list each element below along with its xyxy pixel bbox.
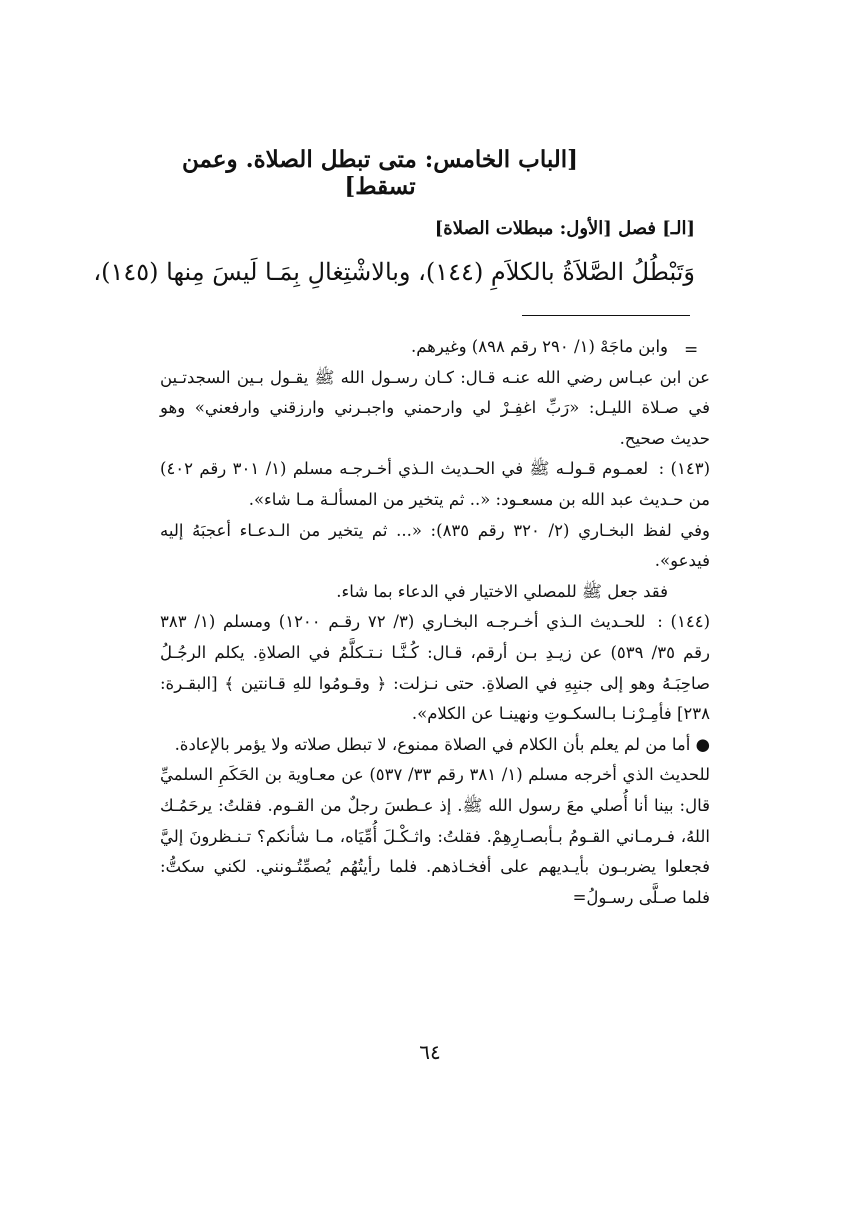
footnote-text: للحديث الذي أخرجه مسلم (١/ ٣٨١ رقم ٣٣/ ٥٣٧) عن معـاوية بن الحَكَمِ السلميِّ قال: بينا أنا أُصلي معَ رسول الله ﷺ. إذ عـطسَ رجلٌ من القـوم. فقلتُ: يرحَمُـك اللهُ، فـرمـاني القـومُ بـأبصـارِهِمْ. فقلتُ: واثـكْـلَ أُمِّيَاه، مـا شأنكم؟ تـنـظرونَ إليَّ فجعلوا يضربـون بأيـديهم على أفخـاذهم. فلما رأيتُهُم يُصمِّتُـونني. لكني سكتُّ: فلما صـلَّى رسـولُ=: [160, 765, 710, 907]
main-text: وَتَبْطُلُ الصَّلاَةُ بالكلاَمِ (١٤٤)، وبالاشْتِغالِ بِمَـا لَيسَ مِنها (١٤٥)،: [93, 258, 695, 286]
footnote-paragraph: [160, 760, 710, 913]
footnote-paragraph: [160, 607, 710, 729]
footnote-number: (١٤٤) :: [657, 612, 710, 632]
footnote-number: (١٤٣) :: [658, 459, 710, 479]
page-number: ٦٤: [419, 1040, 441, 1064]
chapter-heading: [الباب الخامس: متى تبطل الصلاة. وعمن تسقط]: [181, 146, 579, 200]
footnote-text: وابن ماجَهْ (١/ ٢٩٠ رقم ٨٩٨) وغيرهم.: [410, 337, 668, 356]
footnote-separator: [522, 315, 690, 316]
footnote-text: عن ابن عبـاس رضي الله عنـه قـال: كـان رسـول الله ﷺ يقـول بـين السجدتـين في صـلاة الليـل: «رَبِّ اغفِـرْ لي وارحمني واجبـرني وارزقني وارفعني» وهو حديث صحيح.: [160, 367, 710, 448]
continuation-mark: =: [684, 340, 699, 360]
footnote-text: ● أما من لم يعلم بأن الكلام في الصلاة ممنوع، لا تبطل صلاته ولا يؤمر بالإعادة.: [174, 734, 710, 754]
footnote-paragraph: [160, 577, 710, 608]
footnotes: [160, 332, 710, 913]
footnote-text: للحـديث الـذي أخـرجـه البخـاري (٣/ ٧٢ رقـم ١٢٠٠) ومسلم (١/ ٣٨٣ رقم ٣٥/ ٥٣٩) عن زيـدِ بـن أرقم، قـال: كُـنَّـا نـتـكلَّمُ في الصلاةِ. يكلم الرجُـلُ صاحِبَـهُ وهو إلى جنبِهِ في الصلاةِ. حتى نـزلت: ﴿ وقـومُوا للهِ قـانتين ﴾ [البقـرة: ٢٣٨] فأمِـرْنـا بـالسكـوتِ ونهينـا عن الكلام».: [160, 612, 710, 724]
footnote-text: فقد جعل ﷺ للمصلي الاختيار في الدعاء بما شاء.: [336, 581, 668, 601]
footnote-text: لعمـوم قـولـه ﷺ في الحـديث الـذي أخـرجـه مسلم (١/ ٣٠١ رقم ٤٠٢) من حـديث عبد الله بن مسعـود: «.. ثم يتخير من المسألـة مـا شاء».: [160, 459, 710, 509]
footnote-text: وفي لفظ البخـاري (٢/ ٣٢٠ رقم ٨٣٥): «... ثم يتخير من الـدعـاء أعجبَهُ إليه فيدعو».: [160, 520, 710, 571]
footnote-paragraph: [160, 516, 710, 577]
footnote-paragraph: [160, 332, 710, 363]
section-heading: [الـ] فصل [الأول: مبطلات الصلاة]: [434, 218, 695, 239]
footnote-paragraph: [160, 454, 710, 515]
footnote-paragraph: [160, 363, 710, 455]
footnote-paragraph: [160, 730, 710, 761]
